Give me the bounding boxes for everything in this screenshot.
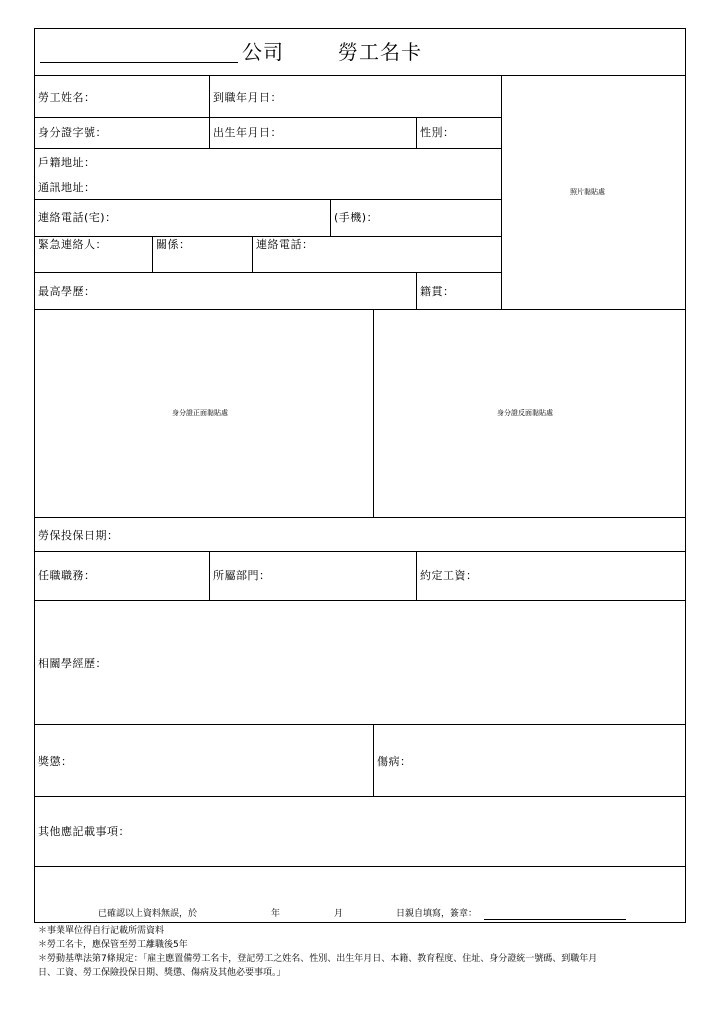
col-divider xyxy=(416,117,417,148)
id-number-label: 身分證字號： xyxy=(38,126,107,139)
company-suffix: 公司 xyxy=(242,40,284,64)
row-divider xyxy=(34,517,686,518)
rewards-label: 獎懲： xyxy=(38,755,73,768)
id-back-placeholder[interactable]: 身分證反面黏貼處 xyxy=(497,409,553,417)
confirmation-day-sign: 日親自填寫，簽章： xyxy=(396,909,478,919)
footnote: ＊勞工名卡，應保管至勞工離職後5年 xyxy=(38,940,188,950)
relationship-label: 關係： xyxy=(156,238,191,251)
row-divider xyxy=(34,551,686,552)
col-divider xyxy=(252,236,253,272)
col-divider xyxy=(501,75,502,309)
col-divider xyxy=(152,236,153,272)
start-date-label: 到職年月日： xyxy=(213,91,282,104)
confirmation-month: 月 xyxy=(334,909,344,919)
position-label: 任職職務： xyxy=(38,569,96,582)
col-divider xyxy=(416,272,417,309)
company-name-blank[interactable] xyxy=(40,62,238,63)
row-divider xyxy=(34,600,686,601)
row-divider xyxy=(34,796,686,797)
row-divider xyxy=(34,236,501,237)
row-divider xyxy=(34,117,501,118)
row-divider xyxy=(34,866,686,867)
col-divider xyxy=(330,199,331,236)
confirmation-year: 年 xyxy=(271,909,281,919)
name-label: 勞工姓名： xyxy=(38,91,96,104)
native-place-label: 籍貫： xyxy=(420,285,455,298)
id-front-placeholder[interactable]: 身分證正面黏貼處 xyxy=(172,409,228,417)
form-frame xyxy=(34,28,686,923)
experience-label: 相關學經歷： xyxy=(38,657,107,670)
mobile-label: (手機)： xyxy=(334,211,379,224)
col-divider xyxy=(209,551,210,600)
department-label: 所屬部門： xyxy=(213,569,271,582)
col-divider xyxy=(373,309,374,517)
row-divider xyxy=(34,75,686,76)
mailing-address-label: 通訊地址： xyxy=(38,181,96,194)
insurance-date-label: 勞保投保日期： xyxy=(38,529,119,542)
col-divider xyxy=(373,724,374,796)
row-divider xyxy=(34,272,501,273)
registered-address-label: 戶籍地址： xyxy=(38,156,96,169)
confirmation-text: 已確認以上資料無誤，於 xyxy=(98,909,198,919)
col-divider xyxy=(416,551,417,600)
home-phone-label: 連絡電話(宅)： xyxy=(38,211,117,224)
col-divider xyxy=(209,75,210,148)
emergency-contact-label: 緊急連絡人： xyxy=(38,238,107,251)
education-label: 最高學歷： xyxy=(38,285,96,298)
injuries-label: 傷病： xyxy=(377,755,412,768)
gender-label: 性別： xyxy=(420,126,455,139)
birth-date-label: 出生年月日： xyxy=(213,126,282,139)
emergency-phone-label: 連絡電話： xyxy=(256,238,314,251)
form-title: 勞工名卡 xyxy=(338,40,422,64)
row-divider xyxy=(34,199,501,200)
footnote: ＊事業單位得自行記載所需資料 xyxy=(38,926,165,936)
row-divider xyxy=(34,724,686,725)
row-divider xyxy=(34,309,686,310)
photo-placeholder[interactable]: 照片黏貼處 xyxy=(570,188,605,196)
wage-label: 約定工資： xyxy=(420,569,478,582)
signature-line[interactable] xyxy=(484,919,626,920)
other-items-label: 其他應記載事項： xyxy=(38,825,130,838)
row-divider xyxy=(34,148,501,149)
footnote: ＊勞動基準法第7條規定：「雇主應置備勞工名卡，登記勞工之姓名、性別、出生年月日、本籍、教育程度、住址、身分證統一號碼、到職年月 xyxy=(38,954,598,964)
footnote: 日、工資、勞工保險投保日期、獎懲、傷病及其他必要事項。」 xyxy=(38,968,286,978)
